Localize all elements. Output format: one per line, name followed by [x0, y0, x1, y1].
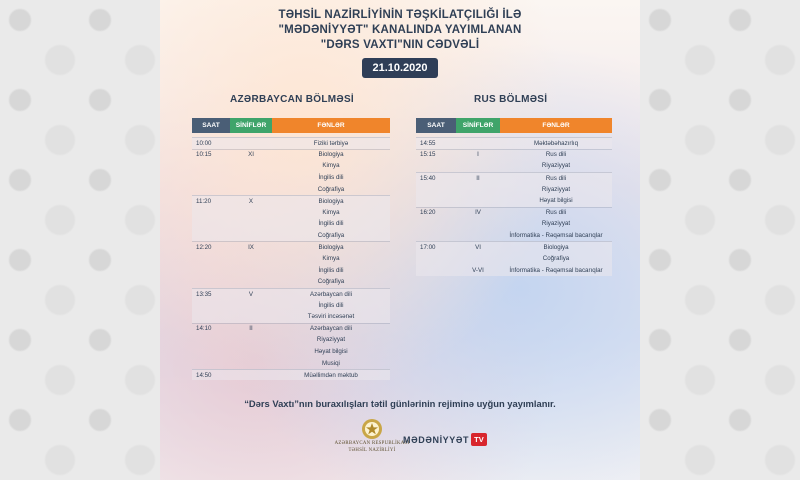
time-cell: [192, 265, 230, 277]
subject-cell: Coğrafiya: [500, 253, 612, 265]
schedule-row: [192, 265, 390, 277]
schedule-row: [192, 299, 390, 311]
section-title-russian: RUS BÖLMƏSİ: [474, 94, 548, 105]
grade-cell: IV: [456, 207, 500, 219]
schedule-row: [192, 172, 390, 184]
subject-cell: Müəllimdən məktub: [272, 369, 390, 381]
ministry-name-line1: AZƏRBAYCAN RESPUBLİKASI: [334, 441, 410, 446]
grade-cell: [456, 218, 500, 230]
subject-cell: İnformatika - Rəqəmsal bacarıqlar: [500, 265, 612, 277]
subject-cell: Biologiya: [272, 241, 390, 253]
schedule-row: [416, 183, 612, 195]
schedule-row: [192, 230, 390, 242]
schedule-row: [192, 218, 390, 230]
grade-cell: [230, 253, 272, 265]
grade-cell: I: [456, 149, 500, 161]
subject-cell: Riyaziyyat: [541, 162, 571, 170]
grade-cell: [230, 183, 272, 195]
azerbaijani-schedule-body: [192, 137, 390, 380]
subject-cell: Kimya: [322, 255, 340, 263]
schedule-row: [416, 241, 612, 253]
column-header-fenn: FƏNLƏR: [272, 118, 390, 133]
time-cell: [192, 334, 230, 346]
grade-cell: X: [230, 195, 272, 207]
time-cell: [416, 195, 456, 207]
subject-cell: İngilis dili: [272, 299, 390, 311]
grade-cell: [456, 183, 500, 195]
header-line-1: TƏHSİL NAZİRLİYİNİN TƏŞKİLATÇILIĞI İLƏ: [278, 9, 522, 21]
broadcast-footnote: “Dərs Vaxtı”nın buraxılışları tətil günlərinin rejiminə uyğun yayımlanır.: [244, 398, 556, 409]
schedule-row: [416, 172, 612, 184]
time-cell: 16:20: [416, 207, 456, 219]
column-header-saat: SAAT: [416, 118, 456, 133]
time-cell: [416, 253, 456, 265]
header-line-2: "MƏDƏNİYYƏT" KANALINDA YAYIMLANAN: [278, 24, 522, 36]
time-cell: 12:20: [192, 241, 230, 253]
schedule-row: [192, 207, 390, 219]
schedule-row: [416, 160, 612, 172]
schedule-row: [416, 207, 612, 219]
grade-cell: IX: [230, 241, 272, 253]
subject-cell: İngilis dili: [318, 174, 344, 182]
schedule-row: [416, 253, 612, 265]
grade-cell: [230, 346, 272, 358]
subject-cell: Rus dili: [500, 172, 612, 184]
subject-cell: Fiziki tərbiyə: [272, 137, 390, 149]
time-cell: [192, 311, 230, 323]
time-cell: [192, 218, 230, 230]
time-cell: [192, 276, 230, 288]
subject-cell: Musiqi: [322, 359, 340, 367]
time-cell: [192, 183, 230, 195]
header-line-3: "DƏRS VAXTI"NIN CƏDVƏLİ: [320, 39, 480, 51]
grade-cell: [456, 253, 500, 265]
subject-cell: Biologiya: [272, 195, 390, 207]
schedule-poster: [160, 0, 640, 480]
grade-cell: [230, 311, 272, 323]
subject-cell: Həyat bilgisi: [500, 195, 612, 207]
schedule-row: [192, 369, 390, 381]
time-cell: 15:15: [416, 149, 456, 161]
column-header-saat: SAAT: [192, 118, 230, 133]
subject-cell: İngilis dili: [318, 266, 344, 274]
time-cell: 13:35: [192, 288, 230, 300]
grade-cell: [230, 357, 272, 369]
schedule-row: [192, 346, 390, 358]
time-cell: [192, 172, 230, 184]
tv-badge: TV: [471, 433, 487, 446]
azerbaijani-schedule-table: [192, 118, 390, 380]
time-cell: [192, 346, 230, 358]
subject-cell: Riyaziyyat: [316, 336, 346, 344]
grade-cell: [456, 137, 500, 149]
grade-cell: [230, 230, 272, 242]
grade-cell: VI: [456, 241, 500, 253]
subject-cell: Coğrafiya: [317, 278, 345, 286]
time-cell: 17:00: [416, 241, 456, 253]
grade-cell: [230, 172, 272, 184]
time-cell: [192, 207, 230, 219]
grade-cell: [230, 334, 272, 346]
schedule-row: [192, 195, 390, 207]
time-cell: [416, 183, 456, 195]
column-header-sinif: SİNİFLƏR: [456, 118, 500, 133]
time-cell: 15:40: [416, 172, 456, 184]
schedule-row: [416, 218, 612, 230]
schedule-row: [192, 160, 390, 172]
subject-cell: Həyat bilgisi: [314, 347, 348, 355]
poster-header: [160, 8, 640, 78]
ministry-name-line2: TƏHSİL NAZİRLİYİ: [348, 448, 396, 453]
subject-cell: Rus dili: [500, 207, 612, 219]
subject-cell: Biologiya: [272, 149, 390, 161]
subject-cell: Azərbaycan dili: [272, 323, 390, 335]
time-cell: [192, 160, 230, 172]
time-cell: [416, 218, 456, 230]
grade-cell: [456, 230, 500, 242]
time-cell: 14:50: [192, 369, 230, 381]
schedule-row: [192, 311, 390, 323]
subject-cell: Rus dili: [500, 149, 612, 161]
time-cell: [192, 253, 230, 265]
subject-cell: Kimya: [272, 207, 390, 219]
subject-cell: Biologiya: [500, 241, 612, 253]
time-cell: 10:15: [192, 149, 230, 161]
subject-cell: Riyaziyyat: [541, 220, 571, 228]
subject-cell: Riyaziyyat: [500, 183, 612, 195]
schedule-row: [192, 323, 390, 335]
tv-channel-name: MƏDƏNİYYƏT: [403, 434, 470, 445]
schedule-row: [192, 253, 390, 265]
subject-cell: Məktəbəhazırlıq: [500, 137, 612, 149]
russian-schedule-body: [416, 137, 612, 276]
schedule-row: [416, 230, 612, 242]
grade-cell: [230, 299, 272, 311]
schedule-row: [416, 265, 612, 277]
schedule-row: [192, 357, 390, 369]
grade-cell: [230, 265, 272, 277]
grade-cell: II: [456, 172, 500, 184]
grade-cell: V-VI: [456, 265, 500, 277]
table-header-row: [192, 118, 390, 133]
subject-cell: İngilis dili: [272, 218, 390, 230]
ministry-logo: [332, 418, 412, 454]
right-background-pattern: [640, 0, 800, 480]
grade-cell: V: [230, 288, 272, 300]
column-header-sinif: SİNİFLƏR: [230, 118, 272, 133]
schedule-row: [416, 137, 612, 149]
section-title-azerbaijani: AZƏRBAYCAN BÖLMƏSİ: [230, 94, 354, 105]
subject-cell: Coğrafiya: [317, 185, 345, 193]
time-cell: 11:20: [192, 195, 230, 207]
grade-cell: [230, 218, 272, 230]
schedule-row: [192, 276, 390, 288]
column-header-fenn: FƏNLƏR: [500, 118, 612, 133]
grade-cell: [230, 276, 272, 288]
time-cell: [416, 160, 456, 172]
grade-cell: [230, 137, 272, 149]
subject-cell: Azərbaycan dili: [272, 288, 390, 300]
medeniyyet-tv-logo: [403, 433, 487, 446]
left-background-pattern: [0, 0, 160, 480]
time-cell: 14:10: [192, 323, 230, 335]
schedule-row: [192, 137, 390, 149]
schedule-row: [192, 288, 390, 300]
date-badge: 21.10.2020: [362, 58, 437, 78]
time-cell: [192, 299, 230, 311]
subject-cell: İnformatika - Rəqəmsal bacarıqlar: [509, 232, 603, 240]
schedule-row: [192, 334, 390, 346]
grade-cell: [456, 160, 500, 172]
subject-cell: Kimya: [322, 162, 340, 170]
grade-cell: [230, 160, 272, 172]
time-cell: 14:55: [416, 137, 456, 149]
time-cell: [192, 357, 230, 369]
russian-schedule-table: [416, 118, 612, 276]
grade-cell: XI: [230, 149, 272, 161]
time-cell: [416, 265, 456, 277]
subject-cell: Coğrafiya: [272, 230, 390, 242]
time-cell: [192, 230, 230, 242]
grade-cell: [230, 369, 272, 381]
schedule-row: [416, 149, 612, 161]
time-cell: 10:00: [192, 137, 230, 149]
grade-cell: II: [230, 323, 272, 335]
grade-cell: [456, 195, 500, 207]
time-cell: [416, 230, 456, 242]
schedule-row: [192, 149, 390, 161]
schedule-row: [192, 241, 390, 253]
grade-cell: [230, 207, 272, 219]
schedule-row: [416, 195, 612, 207]
subject-cell: Təsviri incəsənət: [272, 311, 390, 323]
ministry-emblem-icon: [361, 418, 383, 440]
schedule-row: [192, 183, 390, 195]
table-header-row: [416, 118, 612, 133]
